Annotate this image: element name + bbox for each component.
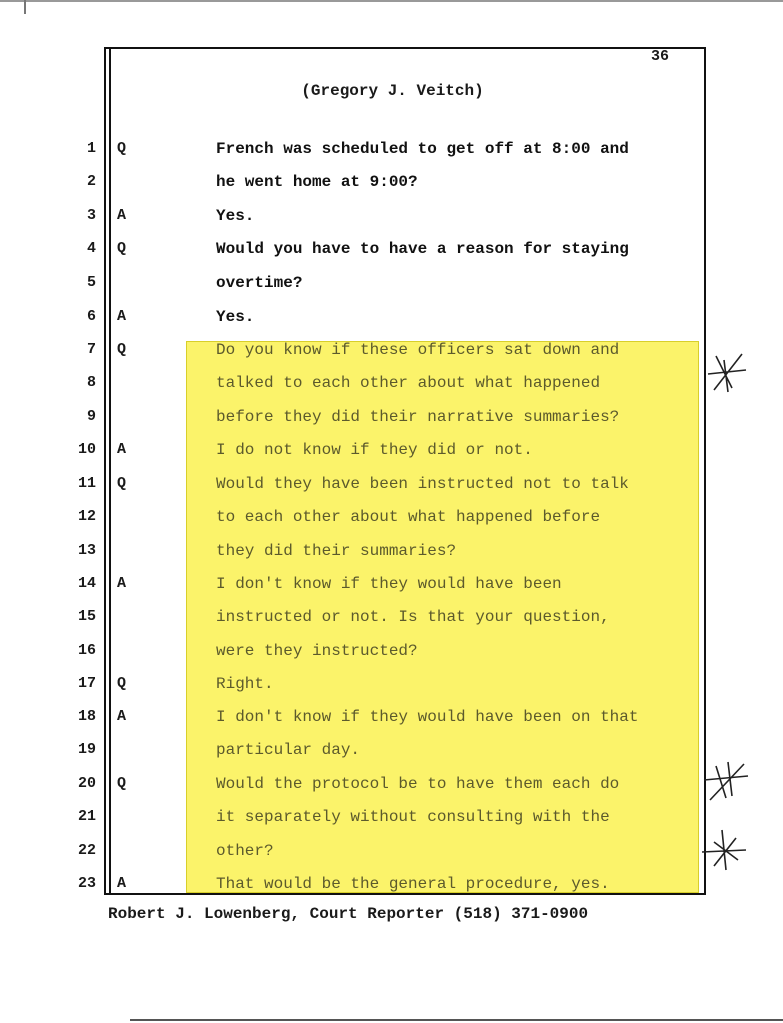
transcript-line bbox=[0, 774, 783, 794]
line-text: he went home at 9:00? bbox=[216, 173, 418, 191]
speaker-label: Q bbox=[117, 140, 127, 157]
line-text: instructed or not. Is that your question, bbox=[216, 608, 610, 626]
court-reporter-footer: Robert J. Lowenberg, Court Reporter (518) 371-0900 bbox=[108, 905, 589, 923]
margin-asterisk-icon bbox=[702, 826, 750, 874]
speaker-label: A bbox=[117, 575, 127, 592]
line-text: to each other about what happened before bbox=[216, 508, 601, 526]
line-text: Would the protocol be to have them each do bbox=[216, 775, 620, 793]
transcript-line bbox=[0, 273, 783, 293]
line-text: Yes. bbox=[216, 308, 255, 326]
speaker-label: Q bbox=[117, 341, 127, 358]
transcript-line bbox=[0, 841, 783, 861]
transcript-line bbox=[0, 440, 783, 460]
speaker-label: A bbox=[117, 207, 127, 224]
witness-header: (Gregory J. Veitch) bbox=[301, 82, 484, 100]
line-text: overtime? bbox=[216, 274, 303, 292]
transcript-line bbox=[0, 707, 783, 727]
line-number: 23 bbox=[77, 875, 96, 892]
line-number: 9 bbox=[86, 408, 96, 425]
transcript-line bbox=[0, 206, 783, 226]
transcript-line bbox=[0, 574, 783, 594]
line-number: 14 bbox=[77, 575, 96, 592]
line-number: 13 bbox=[77, 542, 96, 559]
line-number: 16 bbox=[77, 642, 96, 659]
transcript-line bbox=[0, 807, 783, 827]
scan-bottom-edge bbox=[130, 1019, 783, 1021]
line-number: 7 bbox=[86, 341, 96, 358]
line-number: 18 bbox=[77, 708, 96, 725]
transcript-line bbox=[0, 541, 783, 561]
line-number: 5 bbox=[86, 274, 96, 291]
transcript-line bbox=[0, 474, 783, 494]
margin-asterisk-icon bbox=[702, 348, 750, 396]
line-text: they did their summaries? bbox=[216, 542, 457, 560]
line-number: 21 bbox=[77, 808, 96, 825]
transcript-line bbox=[0, 674, 783, 694]
speaker-label: Q bbox=[117, 775, 127, 792]
line-number: 2 bbox=[86, 173, 96, 190]
line-number: 6 bbox=[86, 308, 96, 325]
line-text: particular day. bbox=[216, 741, 361, 759]
margin-asterisk-icon bbox=[702, 756, 750, 804]
speaker-label: A bbox=[117, 441, 127, 458]
line-number: 1 bbox=[86, 140, 96, 157]
page-number: 36 bbox=[650, 48, 669, 65]
line-number: 15 bbox=[77, 608, 96, 625]
line-number: 12 bbox=[77, 508, 96, 525]
scan-top-edge bbox=[0, 0, 783, 2]
line-number: 8 bbox=[86, 374, 96, 391]
line-text: I don't know if they would have been bbox=[216, 575, 562, 593]
line-text: were they instructed? bbox=[216, 642, 418, 660]
line-text: Do you know if these officers sat down and bbox=[216, 341, 620, 359]
line-text: Right. bbox=[216, 675, 274, 693]
line-text: before they did their narrative summaries? bbox=[216, 408, 620, 426]
speaker-label: A bbox=[117, 708, 127, 725]
transcript-line bbox=[0, 874, 783, 894]
line-text: talked to each other about what happened bbox=[216, 374, 601, 392]
transcript-line bbox=[0, 507, 783, 527]
line-number: 22 bbox=[77, 842, 96, 859]
speaker-label: Q bbox=[117, 240, 127, 257]
line-text: Would you have to have a reason for staying bbox=[216, 240, 629, 258]
line-text: Yes. bbox=[216, 207, 255, 225]
transcript-line bbox=[0, 239, 783, 259]
line-text: it separately without consulting with the bbox=[216, 808, 610, 826]
transcript-line bbox=[0, 139, 783, 159]
line-text: That would be the general procedure, yes. bbox=[216, 875, 610, 893]
speaker-label: A bbox=[117, 308, 127, 325]
transcript-line bbox=[0, 307, 783, 327]
line-number: 20 bbox=[77, 775, 96, 792]
transcript-line bbox=[0, 340, 783, 360]
transcript-line bbox=[0, 172, 783, 192]
line-text: I don't know if they would have been on that bbox=[216, 708, 639, 726]
transcript-line bbox=[0, 641, 783, 661]
line-number: 19 bbox=[77, 741, 96, 758]
speaker-label: A bbox=[117, 875, 127, 892]
transcript-line bbox=[0, 607, 783, 627]
speaker-label: Q bbox=[117, 475, 127, 492]
line-number: 3 bbox=[86, 207, 96, 224]
scan-top-tick bbox=[24, 0, 26, 14]
line-text: French was scheduled to get off at 8:00 and bbox=[216, 140, 629, 158]
line-text: I do not know if they did or not. bbox=[216, 441, 533, 459]
transcript-line bbox=[0, 373, 783, 393]
line-number: 4 bbox=[86, 240, 96, 257]
speaker-label: Q bbox=[117, 675, 127, 692]
transcript-line bbox=[0, 740, 783, 760]
line-number: 17 bbox=[77, 675, 96, 692]
line-text: Would they have been instructed not to talk bbox=[216, 475, 629, 493]
scan-top-right-edge bbox=[712, 1, 783, 2]
transcript-line bbox=[0, 407, 783, 427]
line-text: other? bbox=[216, 842, 274, 860]
line-number: 11 bbox=[77, 475, 96, 492]
line-number: 10 bbox=[77, 441, 96, 458]
